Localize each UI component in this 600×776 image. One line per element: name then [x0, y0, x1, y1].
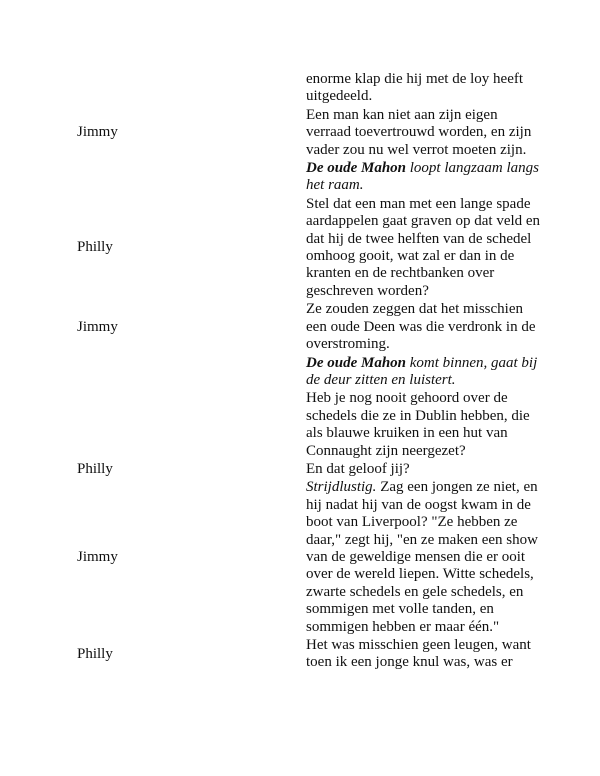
dialogue-table: [70, 71, 546, 673]
speaker-name: [70, 355, 306, 391]
speaker-name: Jimmy: [77, 548, 118, 565]
dialogue-row: [70, 479, 546, 637]
stage-direction-row: [70, 160, 546, 196]
dialogue-row: [70, 301, 546, 354]
character-name: De oude Mahon: [306, 354, 407, 371]
dialogue-line: En dat geloof jij?: [306, 460, 410, 477]
dialogue-row: [70, 637, 546, 673]
stage-direction-text: komt binnen, gaat bij de deur zitten en luistert.: [306, 354, 538, 388]
dialogue-line: [306, 479, 546, 637]
dialogue-line: Stel dat een man met een lange spade aardappelen gaat graven op dat veld en dat hij de twee helften van de schedel omhoog gooit, wat zal er dan in de kranten en de rechtbanken over geschreven worden?: [306, 195, 541, 299]
dialogue-row: [70, 196, 546, 301]
stage-direction: [306, 355, 546, 391]
dialogue-line: enorme klap die hij met de loy heeft uitgedeeld.: [306, 71, 524, 105]
speaker-name: Philly: [77, 239, 113, 256]
stage-direction: [306, 160, 546, 196]
speaker-name: Jimmy: [77, 318, 118, 335]
speaker-name: Philly: [77, 645, 113, 662]
speaker-name: [70, 390, 306, 461]
dialogue-row: [70, 107, 546, 160]
dialogue-line: Een man kan niet aan zijn eigen verraad toevertrouwd worden, en zijn vader zou nu wel verrot moeten zijn.: [306, 106, 532, 158]
speaker-name: Philly: [77, 460, 113, 477]
speaker-name: [70, 71, 306, 107]
dialogue-row: [70, 390, 546, 461]
stage-direction-text: loopt langzaam langs het raam.: [306, 160, 539, 194]
dialogue-line: Het was misschien geen leugen, want toen ik een jonge knul was, was er: [306, 637, 531, 671]
dialogue-line: Ze zouden zeggen dat het misschien een oude Deen was die verdronk in de overstroming.: [306, 301, 536, 353]
character-name: De oude Mahon: [306, 160, 407, 177]
stage-direction-row: [70, 355, 546, 391]
dialogue-row: [70, 71, 546, 107]
emphasis-direction: Strijdlustig.: [306, 479, 377, 496]
speaker-name: Jimmy: [77, 124, 118, 141]
dialogue-row: [70, 461, 546, 479]
speaker-name: [70, 160, 306, 196]
dialogue-text: Zag een jongen ze niet, en hij nadat hij van de oogst kwam in de boot van Liverpool? "Ze hebben ze daar," zegt hij, "en ze maken een show van de geweldige mensen die er ooit over de wereld liepen. Witte schedels, zwarte schedels en gele schedels, en sommigen met volle tanden, en sommigen hebben er maar één.": [306, 479, 538, 635]
dialogue-line: Heb je nog nooit gehoord over de schedels die ze in Dublin hebben, die als blauwe kruiken in een hut van Connaught zijn neergezet?: [306, 390, 530, 459]
